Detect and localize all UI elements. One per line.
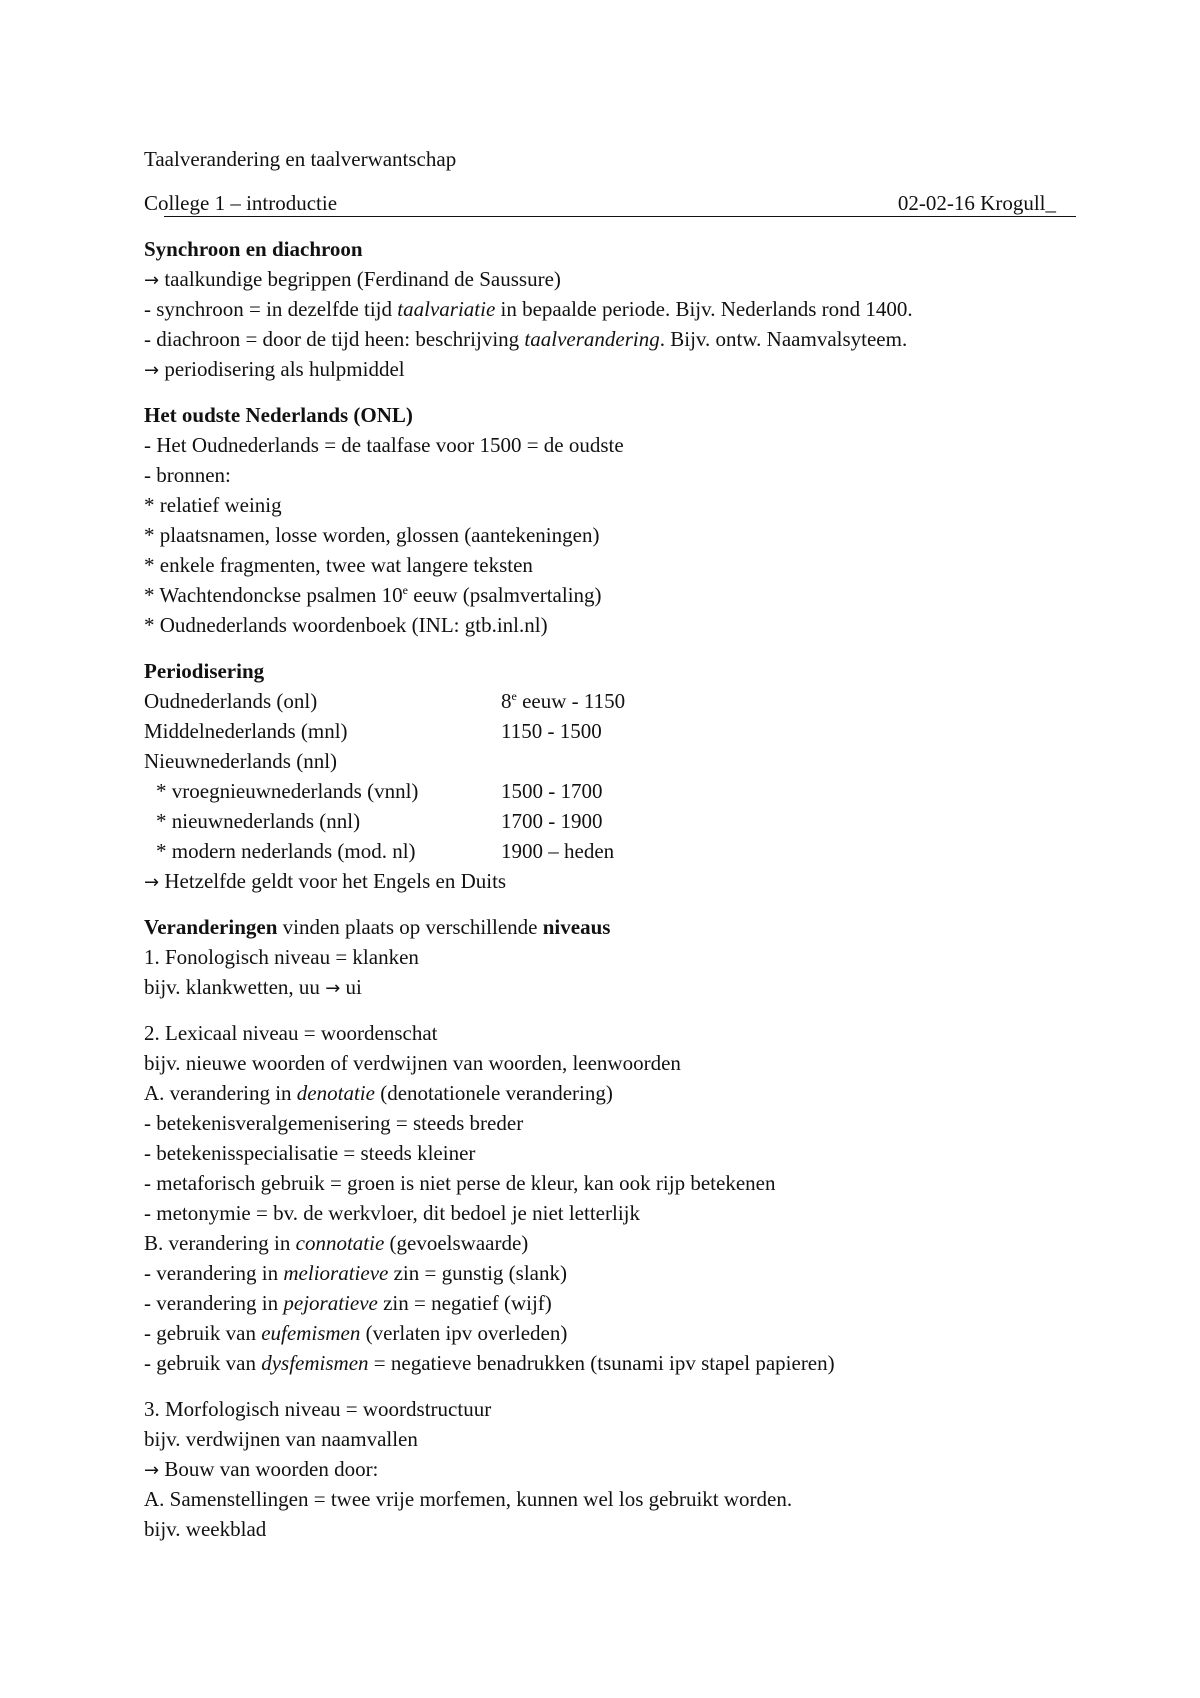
text-line: 3. Morfologisch niveau = woordstructuur	[144, 1397, 492, 1421]
arrow-right-icon: →	[144, 360, 160, 381]
period-range: 1150 - 1500	[501, 719, 602, 743]
italic-term: connotatie	[295, 1231, 385, 1255]
period-row	[144, 688, 844, 714]
arrow-right-icon: →	[144, 270, 160, 291]
text-line	[144, 974, 362, 1002]
text-line	[144, 582, 602, 608]
italic-term: dysfemismen	[261, 1351, 369, 1375]
text: eeuw (psalmvertaling)	[407, 583, 602, 607]
text-line: * Oudnederlands woordenboek (INL: gtb.inl.nl)	[144, 613, 548, 637]
text-line: bijv. verdwijnen van naamvallen	[144, 1427, 418, 1451]
italic-term: pejoratieve	[283, 1291, 378, 1315]
text-line	[144, 1230, 528, 1256]
arrow-right-icon: →	[144, 1460, 160, 1481]
period-range: 1500 - 1700	[501, 779, 603, 803]
bold-term: Veranderingen	[144, 915, 278, 939]
document-title: Taalverandering en taalverwantschap	[144, 147, 457, 171]
text: - verandering in	[144, 1261, 284, 1285]
text: B. verandering in	[144, 1231, 296, 1255]
period-row	[144, 718, 844, 744]
section-heading-synchroon: Synchroon en diachroon	[144, 237, 363, 261]
text-line	[144, 868, 506, 896]
italic-term: taalvariatie	[397, 297, 496, 321]
text: (verlaten ipv overleden)	[360, 1321, 568, 1345]
text: bijv. klankwetten, uu	[144, 975, 326, 999]
text-line: A. Samenstellingen = twee vrije morfemen, kunnen wel los gebruikt worden.	[144, 1487, 793, 1511]
text: - verandering in	[144, 1291, 284, 1315]
text-line: 1. Fonologisch niveau = klanken	[144, 945, 419, 969]
text: in bepaalde periode. Bijv. Nederlands rond 1400.	[495, 297, 913, 321]
text-line: 2. Lexicaal niveau = woordenschat	[144, 1021, 438, 1045]
text-line	[144, 1320, 567, 1346]
text-line: - bronnen:	[144, 463, 231, 487]
text-line: - metaforisch gebruik = groen is niet perse de kleur, kan ook rijp betekenen	[144, 1171, 776, 1195]
arrow-right-icon: →	[144, 872, 160, 893]
text-line	[144, 1350, 835, 1376]
period-row	[144, 838, 844, 864]
text-line	[144, 266, 561, 294]
text: - gebruik van	[144, 1321, 262, 1345]
text: Bouw van woorden door:	[164, 1457, 379, 1481]
text-line: bijv. weekblad	[144, 1517, 267, 1541]
text: . Bijv. ontw. Naamvalsyteem.	[659, 327, 908, 351]
period-range: 1700 - 1900	[501, 809, 603, 833]
superscript: e	[402, 583, 408, 597]
lecture-date-author: 02-02-16 Krogull_	[897, 191, 1056, 215]
section-heading-periodisering: Periodisering	[144, 659, 265, 683]
italic-term: eufemismen	[261, 1321, 361, 1345]
period-row	[144, 778, 844, 804]
text: taalkundige begrippen (Ferdinand de Saussure)	[164, 267, 561, 291]
text: Hetzelfde geldt voor het Engels en Duits	[164, 869, 507, 893]
text: A. verandering in	[144, 1081, 297, 1105]
text-line	[144, 1080, 613, 1106]
period-name: * nieuwnederlands (nnl)	[156, 809, 361, 833]
section-heading-veranderingen	[144, 914, 610, 940]
period-name: * vroegnieuwnederlands (vnnl)	[156, 779, 419, 803]
italic-term: taalverandering	[524, 327, 660, 351]
text: ui	[340, 975, 362, 999]
period-name: Oudnederlands (onl)	[144, 689, 318, 713]
period-name: * modern nederlands (mod. nl)	[156, 839, 416, 863]
text: = negatieve benadrukken (tsunami ipv stapel papieren)	[368, 1351, 835, 1375]
text-line	[144, 296, 913, 322]
text: - diachroon = door de tijd heen: beschrijving	[144, 327, 525, 351]
text-line	[144, 1260, 567, 1286]
period-name: Nieuwnederlands (nnl)	[144, 749, 338, 773]
italic-term: melioratieve	[283, 1261, 389, 1285]
text-line: - betekenisveralgemenisering = steeds breder	[144, 1111, 524, 1135]
text: - synchroon = in dezelfde tijd	[144, 297, 398, 321]
text-line	[144, 1290, 552, 1316]
text: vinden plaats op verschillende	[277, 915, 543, 939]
period-row	[144, 808, 844, 834]
text-line	[144, 1456, 378, 1484]
text: periodisering als hulpmiddel	[164, 357, 405, 381]
period-name: Middelnederlands (mnl)	[144, 719, 348, 743]
text-line: - betekenisspecialisatie = steeds kleiner	[144, 1141, 476, 1165]
text-line: * plaatsnamen, losse worden, glossen (aantekeningen)	[144, 523, 600, 547]
text: (gevoelswaarde)	[384, 1231, 529, 1255]
text-line: - Het Oudnederlands = de taalfase voor 1500 = de oudste	[144, 433, 624, 457]
period-range	[501, 688, 625, 714]
period-row	[144, 748, 844, 774]
header-underline	[164, 216, 1076, 217]
text: 8	[501, 689, 512, 713]
period-range: 1900 – heden	[501, 839, 615, 863]
text-line: * enkele fragmenten, twee wat langere teksten	[144, 553, 533, 577]
superscript: e	[511, 689, 517, 703]
text-line: * relatief weinig	[144, 493, 282, 517]
text: - gebruik van	[144, 1351, 262, 1375]
text: zin = negatief (wijf)	[377, 1291, 552, 1315]
arrow-right-icon: →	[325, 978, 341, 999]
lecture-title: College 1 – introductie	[144, 191, 338, 215]
text: zin = gunstig (slank)	[388, 1261, 567, 1285]
text-line	[144, 326, 907, 352]
section-heading-onl: Het oudste Nederlands (ONL)	[144, 403, 413, 427]
italic-term: denotatie	[296, 1081, 375, 1105]
text: * Wachtendonckse psalmen 10	[144, 583, 403, 607]
text-line: - metonymie = bv. de werkvloer, dit bedoel je niet letterlijk	[144, 1201, 640, 1225]
text-line	[144, 356, 405, 384]
text: eeuw - 1150	[516, 689, 626, 713]
bold-term: niveaus	[542, 915, 611, 939]
text-line: bijv. nieuwe woorden of verdwijnen van woorden, leenwoorden	[144, 1051, 681, 1075]
text: (denotationele verandering)	[374, 1081, 613, 1105]
